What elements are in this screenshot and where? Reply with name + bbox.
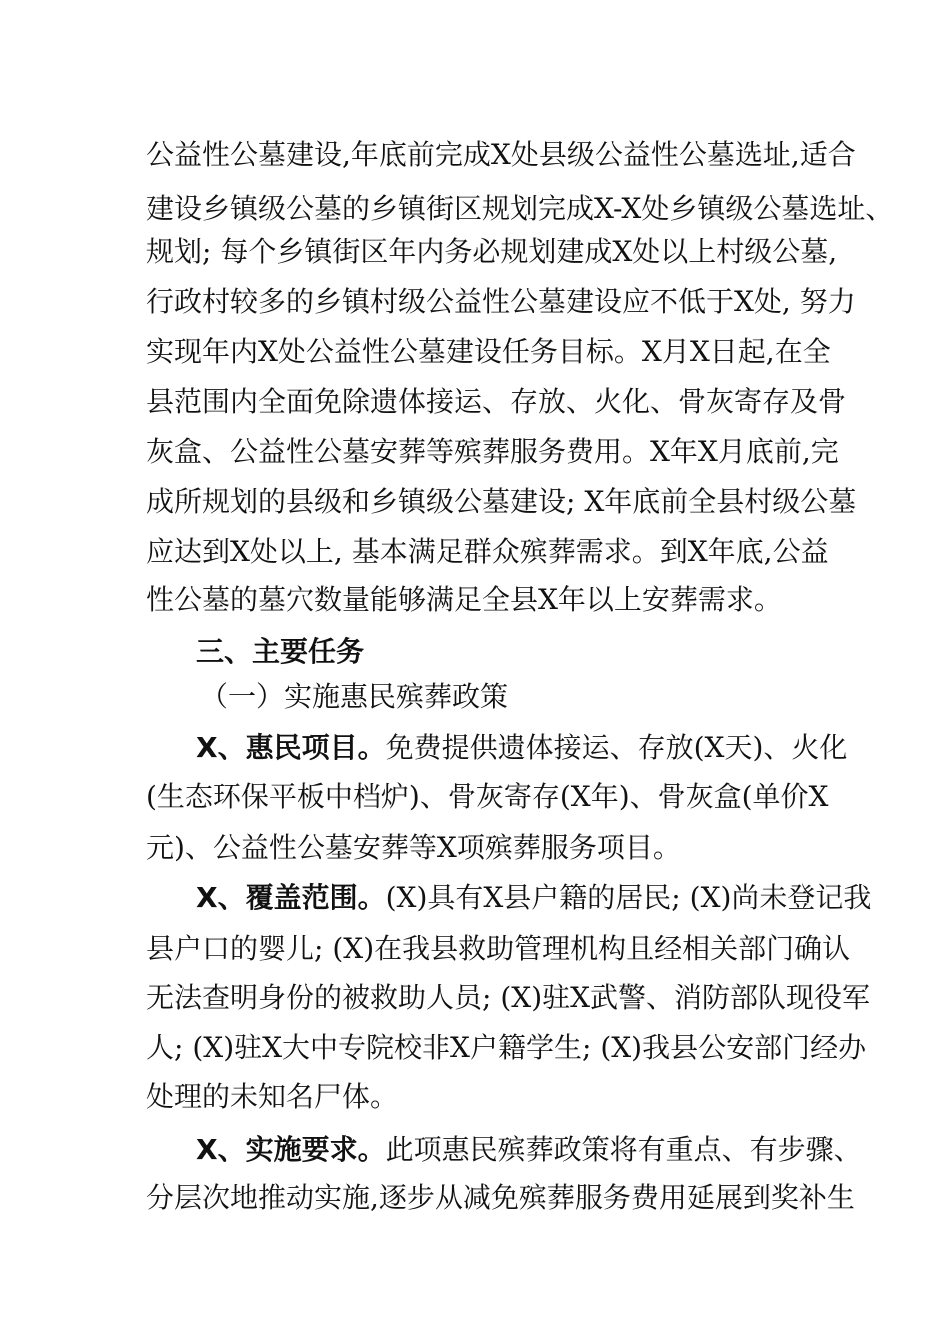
item-title: X、覆盖范围。 (196, 881, 386, 914)
body-text-line: 无法查明身份的被救助人员; (X)驻X武警、消防部队现役军 (146, 981, 871, 1014)
body-text-line: 县户口的婴儿; (X)在我县救助管理机构且经相关部门确认 (146, 932, 851, 965)
item-title: X、惠民项目。 (196, 731, 386, 764)
body-text-line: 实现年内X处公益性公墓建设任务目标。X月X日起,在全 (146, 335, 831, 368)
body-text-line: 公益性公墓建设,年底前完成X处县级公益性公墓选址,适合 (146, 138, 856, 171)
item-text: (X)具有X县户籍的居民; (X)尚未登记我 (385, 881, 872, 914)
body-text-line: 成所规划的县级和乡镇级公墓建设; X年底前全县村级公墓 (146, 485, 857, 518)
section-heading: 三、主要任务 (196, 635, 365, 668)
body-text-line: 分层次地推动实施,逐步从减免殡葬服务费用延展到奖补生 (146, 1181, 855, 1214)
item-first-line (196, 728, 847, 768)
body-text-line: 元)、公益性公墓安葬等X项殡葬服务项目。 (146, 831, 681, 864)
body-text-line: (生态环保平板中档炉)、骨灰寄存(X年)、骨灰盒(单价X (146, 780, 829, 813)
body-text-line: 处理的未知名尸体。 (146, 1080, 399, 1113)
body-text-line: 性公墓的墓穴数量能够满足全县X年以上安葬需求。 (146, 583, 782, 616)
item-first-line (196, 878, 871, 918)
body-text-line: 灰盒、公益性公墓安葬等殡葬服务费用。X年X月底前,完 (146, 435, 839, 468)
body-text-line: 规划; 每个乡镇街区年内务必规划建成X处以上村级公墓, (146, 235, 838, 268)
body-text-line: 应达到X处以上, 基本满足群众殡葬需求。到X年底,公益 (146, 535, 829, 568)
item-first-line (196, 1130, 862, 1170)
body-text-line: 建设乡镇级公墓的乡镇街区规划完成X-X处乡镇级公墓选址、 (146, 192, 894, 225)
body-text-line: 县范围内全面免除遗体接运、存放、火化、骨灰寄存及骨 (146, 385, 847, 418)
body-text-line: 人; (X)驻X大中专院校非X户籍学生; (X)我县公安部门经办 (146, 1031, 867, 1064)
item-text: 此项惠民殡葬政策将有重点、有步骤、 (385, 1133, 862, 1166)
body-text-line: 行政村较多的乡镇村级公益性公墓建设应不低于X处, 努力 (146, 285, 856, 318)
item-text: 免费提供遗体接运、存放(X天)、火化 (385, 731, 848, 764)
item-title: X、实施要求。 (196, 1133, 386, 1166)
subsection-heading: （一）实施惠民殡葬政策 (200, 680, 509, 713)
